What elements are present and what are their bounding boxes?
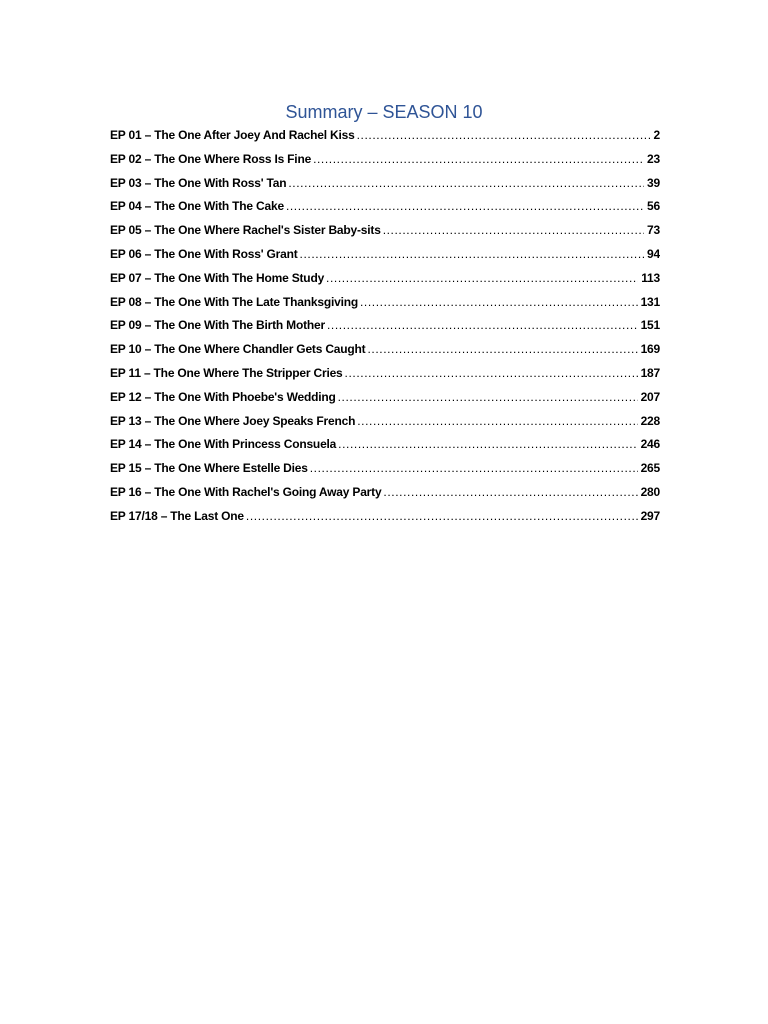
toc-page-number: 246 bbox=[640, 437, 660, 452]
toc-page-number: 2 bbox=[653, 128, 660, 142]
toc-dot-leader bbox=[300, 244, 645, 264]
toc-page-number: 73 bbox=[647, 223, 660, 238]
toc-entry-label: EP 03 – The One With Ross' Tan bbox=[110, 175, 287, 190]
toc-page-number: 228 bbox=[640, 413, 660, 428]
toc-entry[interactable] bbox=[110, 434, 660, 458]
toc-page-number: 23 bbox=[647, 151, 660, 166]
toc-entry-label: EP 15 – The One Where Estelle Dies bbox=[110, 461, 308, 476]
page-title: Summary – SEASON 10 bbox=[285, 102, 483, 122]
toc-entry-label: EP 17/18 – The Last One bbox=[110, 508, 244, 523]
toc-entry[interactable] bbox=[110, 458, 660, 482]
toc-dot-leader bbox=[326, 268, 638, 288]
toc-entry-label: EP 10 – The One Where Chandler Gets Caught bbox=[110, 342, 366, 357]
toc-entry-label: EP 13 – The One Where Joey Speaks French bbox=[110, 413, 356, 428]
toc-entry[interactable] bbox=[110, 220, 660, 244]
table-of-contents bbox=[110, 125, 660, 530]
toc-entry[interactable] bbox=[110, 196, 660, 220]
toc-entry-label: EP 04 – The One With The Cake bbox=[110, 199, 284, 214]
toc-page-number: 56 bbox=[647, 199, 660, 214]
toc-entry-label: EP 12 – The One With Phoebe's Wedding bbox=[110, 389, 336, 404]
toc-dot-leader bbox=[357, 411, 637, 431]
toc-page-number: 151 bbox=[640, 318, 660, 333]
toc-entry-label: EP 05 – The One Where Rachel's Sister Baby-sits bbox=[110, 223, 381, 238]
toc-page-number: 113 bbox=[641, 270, 660, 285]
toc-page-number: 297 bbox=[640, 508, 660, 523]
toc-dot-leader bbox=[313, 149, 644, 169]
toc-entry[interactable] bbox=[110, 244, 660, 268]
toc-page-number: 265 bbox=[640, 461, 660, 476]
toc-entry[interactable] bbox=[110, 149, 660, 173]
toc-dot-leader bbox=[327, 315, 638, 335]
toc-dot-leader bbox=[383, 220, 644, 240]
toc-page-number: 207 bbox=[640, 389, 660, 404]
toc-entry-label: EP 01 – The One After Joey And Rachel Kiss bbox=[110, 128, 355, 142]
toc-entry[interactable] bbox=[110, 387, 660, 411]
toc-page-number: 187 bbox=[640, 365, 660, 380]
toc-dot-leader bbox=[367, 339, 637, 359]
toc-entry[interactable] bbox=[110, 125, 660, 149]
toc-entry-label: EP 16 – The One With Rachel's Going Away Party bbox=[110, 484, 382, 499]
toc-entry-label: EP 09 – The One With The Birth Mother bbox=[110, 318, 325, 333]
toc-dot-leader bbox=[345, 363, 638, 383]
toc-page-number: 280 bbox=[640, 484, 660, 499]
toc-dot-leader bbox=[383, 482, 637, 502]
toc-page-number: 39 bbox=[647, 175, 660, 190]
toc-entry[interactable] bbox=[110, 363, 660, 387]
toc-entry[interactable] bbox=[110, 506, 660, 530]
toc-dot-leader bbox=[357, 125, 651, 145]
toc-entry-label: EP 02 – The One Where Ross Is Fine bbox=[110, 151, 312, 166]
toc-entry[interactable] bbox=[110, 173, 660, 197]
toc-entry-label: EP 06 – The One With Ross' Grant bbox=[110, 246, 298, 261]
toc-page-number: 131 bbox=[640, 294, 660, 309]
toc-page-number: 169 bbox=[640, 342, 660, 357]
toc-dot-leader bbox=[338, 387, 638, 407]
toc-entry-label: EP 11 – The One Where The Stripper Cries bbox=[110, 365, 343, 380]
toc-dot-leader bbox=[286, 196, 644, 216]
toc-entry-label: EP 07 – The One With The Home Study bbox=[110, 270, 325, 285]
toc-entry-label: EP 14 – The One With Princess Consuela bbox=[110, 437, 337, 452]
toc-entry[interactable] bbox=[110, 411, 660, 435]
toc-dot-leader bbox=[310, 458, 638, 478]
toc-entry[interactable] bbox=[110, 482, 660, 506]
toc-dot-leader bbox=[338, 434, 637, 454]
toc-entry-label: EP 08 – The One With The Late Thanksgiving bbox=[110, 294, 358, 309]
toc-entry[interactable] bbox=[110, 339, 660, 363]
toc-dot-leader bbox=[360, 292, 638, 312]
toc-entry[interactable] bbox=[110, 268, 660, 292]
toc-dot-leader bbox=[288, 173, 644, 193]
toc-entry[interactable] bbox=[110, 292, 660, 316]
toc-entry[interactable] bbox=[110, 315, 660, 339]
toc-page-number: 94 bbox=[647, 246, 660, 261]
toc-dot-leader bbox=[246, 506, 638, 526]
